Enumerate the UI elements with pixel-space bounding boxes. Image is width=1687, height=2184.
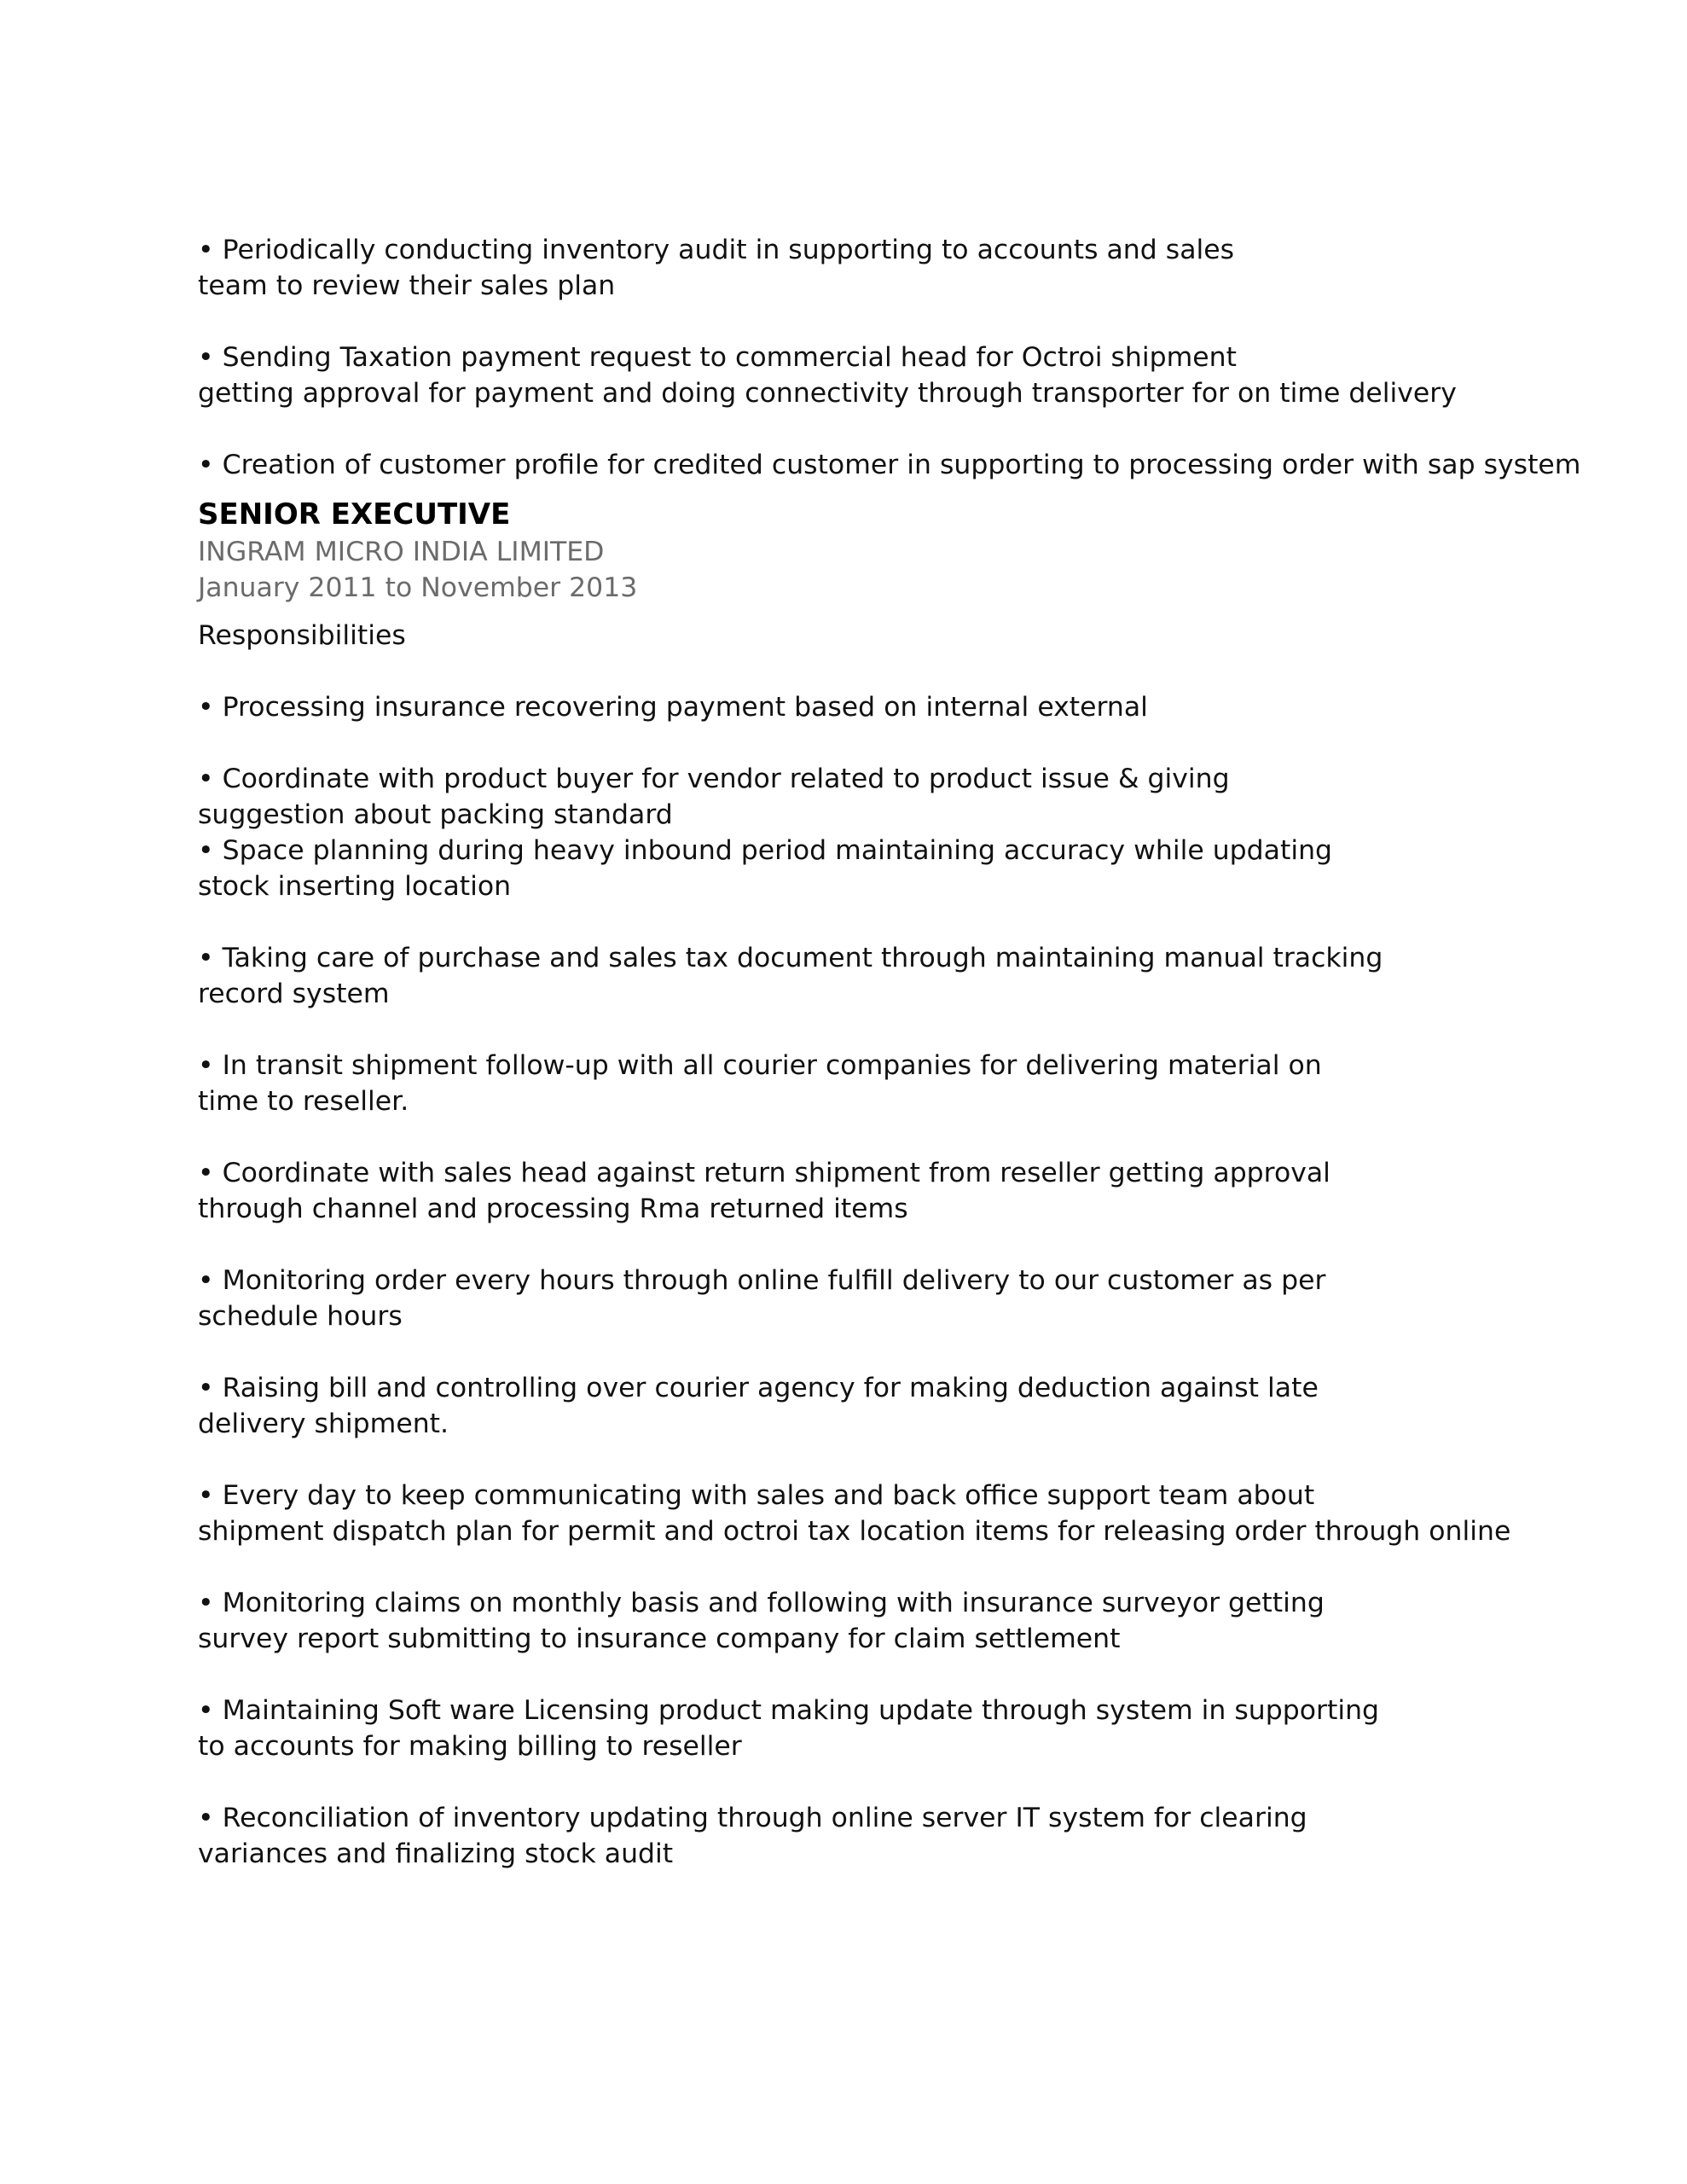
bullet-line: • Creation of customer profile for credited customer in supporting to processing order with sap system: [198, 450, 1581, 480]
bullet-line: • Sending Taxation payment request to commercial head for Octroi shipment: [198, 342, 1237, 373]
job-title: SENIOR EXECUTIVE: [198, 497, 511, 531]
responsibility-line: • Every day to keep communicating with sales and back office support team about: [198, 1480, 1315, 1511]
responsibility-line: suggestion about packing standard: [198, 799, 673, 830]
previous-job-bullets: [198, 232, 1648, 483]
bullet-line: team to review their sales plan: [198, 270, 616, 301]
responsibilities-heading: Responsibilities: [198, 620, 406, 651]
responsibility-line: • Coordinate with sales head against return shipment from reseller getting approval: [198, 1158, 1330, 1188]
responsibility-line: • Monitoring order every hours through online fulfill delivery to our customer as per: [198, 1265, 1326, 1296]
responsibility-line: • In transit shipment follow-up with all courier companies for delivering material on: [198, 1050, 1322, 1081]
company-name: INGRAM MICRO INDIA LIMITED: [198, 537, 605, 567]
responsibility-line: • Coordinate with product buyer for vendor related to product issue & giving: [198, 764, 1230, 794]
bullet-line: • Periodically conducting inventory audit in supporting to accounts and sales: [198, 235, 1235, 265]
responsibility-line: survey report submitting to insurance company for claim settlement: [198, 1623, 1121, 1654]
responsibility-line: to accounts for making billing to reseller: [198, 1731, 742, 1762]
responsibility-line: • Space planning during heavy inbound period maintaining accuracy while updating: [198, 835, 1333, 866]
responsibility-line: • Taking care of purchase and sales tax document through maintaining manual tracking: [198, 943, 1383, 973]
resume-page: [198, 232, 1648, 1872]
responsibility-line: record system: [198, 979, 390, 1009]
employment-dates: January 2011 to November 2013: [198, 572, 638, 603]
responsibility-line: through channel and processing Rma returned items: [198, 1194, 908, 1224]
responsibility-line: delivery shipment.: [198, 1409, 449, 1439]
responsibility-line: shipment dispatch plan for permit and octroi tax location items for releasing order through online: [198, 1516, 1511, 1547]
responsibility-line: schedule hours: [198, 1301, 403, 1332]
responsibility-line: • Maintaining Soft ware Licensing product making update through system in supporting: [198, 1695, 1380, 1726]
responsibility-line: • Monitoring claims on monthly basis and following with insurance surveyor getting: [198, 1588, 1325, 1618]
responsibility-line: • Reconciliation of inventory updating through online server IT system for clearing: [198, 1803, 1307, 1833]
responsibility-line: • Processing insurance recovering payment based on internal external: [198, 692, 1148, 723]
responsibilities-list: [198, 689, 1648, 1872]
responsibility-line: stock inserting location: [198, 871, 512, 902]
responsibility-line: time to reseller.: [198, 1086, 409, 1117]
responsibility-line: • Raising bill and controlling over courier agency for making deduction against late: [198, 1373, 1319, 1403]
bullet-line: getting approval for payment and doing connectivity through transporter for on time delivery: [198, 378, 1457, 409]
responsibility-line: variances and finalizing stock audit: [198, 1838, 674, 1869]
